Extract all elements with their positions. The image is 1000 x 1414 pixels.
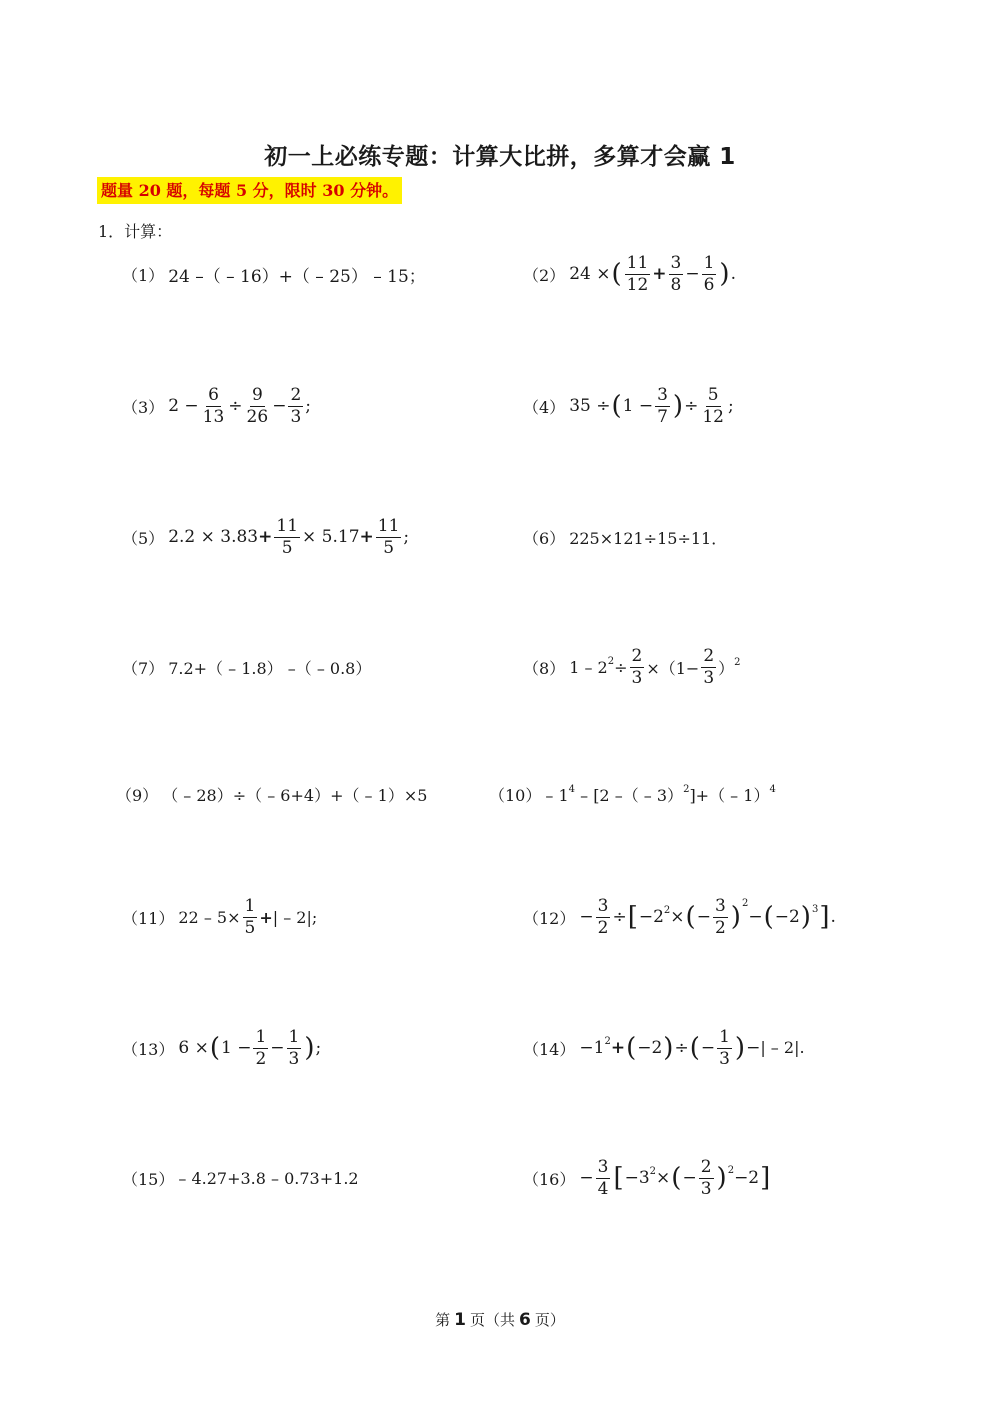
problem-label: （12）: [523, 908, 576, 928]
page-footer: [0, 1309, 1000, 1330]
problem-16: （16） − $\frac{3}{4}$ [ $-3^2\times$ ( − $\frac{2}{3}$ ) $^2$ −2 ]: [523, 1156, 771, 1199]
problem-label: （6）: [523, 528, 566, 548]
fraction: $\frac{9}{26}$: [246, 384, 269, 427]
fraction: $\frac{1}{3}$: [288, 1026, 300, 1069]
problem-label: （11）: [122, 908, 175, 928]
fraction: $\frac{6}{13}$: [202, 384, 225, 427]
fraction: $\frac{1}{5}$: [244, 895, 256, 938]
fraction: $\frac{3}{7}$: [657, 384, 668, 427]
problem-14: （14） $-1^2+$ ( −2 ) ÷ ( − $\frac{1}{3}$ ) −| – 2|.: [523, 1026, 805, 1069]
problem-label: （1）: [122, 265, 165, 285]
footer-middle: 页（共: [469, 1311, 515, 1329]
fraction: $\frac{11}{12}$: [626, 252, 649, 295]
current-page: 1: [454, 1310, 466, 1330]
fraction: $\frac{2}{3}$: [290, 384, 302, 427]
fraction: $\frac{1}{3}$: [719, 1026, 730, 1069]
problem-12: （12） − $\frac{3}{2}$ ÷ [ $-2^2\times$ ( − $\frac{3}{2}$ ) $^2$ − ( −2 ) $^3$ ] .: [523, 895, 836, 938]
problem-label: （7）: [122, 658, 165, 678]
problem-label: （4）: [523, 397, 566, 417]
fraction: $\frac{1}{2}$: [255, 1026, 267, 1069]
problem-10: （10） – $1^4 - [2$ –（ – 3）$^2$]+（ – 1）$^4$: [489, 784, 776, 805]
fraction: $\frac{11}{5}$: [377, 515, 400, 558]
problem-4: （4） 35 ÷ ( 1 − $\frac{3}{7}$ ) ÷ $\frac{5}{12}$ ;: [523, 384, 734, 427]
fraction: $\frac{2}{3}$: [703, 645, 715, 688]
problem-11: （11） 22 – 5× $\frac{1}{5}$ +| – 2|;: [122, 895, 318, 938]
problem-2: （2） 24 × ( $\frac{11}{12}$ + $\frac{3}{8}$ − $\frac{1}{6}$ ) .: [523, 252, 736, 295]
page-title: 初一上必练专题：计算大比拼，多算才会赢 1: [264, 144, 736, 170]
problem-label: （14）: [523, 1039, 576, 1059]
problem-15: （15） – 4.27+3.8 – 0.73+1.2: [122, 1168, 359, 1189]
fraction: $\frac{2}{3}$: [631, 645, 643, 688]
problem-label: （3）: [122, 397, 165, 417]
problem-5: （5） 2.2 × 3.83+ $\frac{11}{5}$ × 5.17+ $\frac{11}{5}$ ;: [122, 515, 410, 558]
problem-label: （9）: [116, 785, 159, 805]
problem-label: （15）: [122, 1169, 175, 1189]
problem-8: （8） $1 - 2^2\div$ $\frac{2}{3}$ ×（1− $\frac{2}{3}$ ）$^2$: [523, 645, 741, 688]
problem-13: （13） 6 × ( 1 − $\frac{1}{2}$ − $\frac{1}{3}$ ) ;: [122, 1026, 322, 1069]
fraction: $\frac{2}{3}$: [700, 1156, 712, 1199]
footer-prefix: 第: [435, 1311, 451, 1329]
problem-label: （2）: [523, 265, 566, 285]
fraction: $\frac{3}{4}$: [597, 1156, 609, 1199]
fraction: $\frac{1}{6}$: [703, 252, 715, 295]
problem-label: （10）: [489, 785, 542, 805]
problem-label: （13）: [122, 1039, 175, 1059]
fraction: $\frac{3}{2}$: [714, 895, 726, 938]
problem-9: （9） （ – 28）÷（ – 6+4）+（ – 1）×5: [116, 766, 427, 822]
fraction: $\frac{11}{5}$: [276, 515, 299, 558]
fraction: $\frac{3}{8}$: [670, 252, 682, 295]
footer-suffix: 页）: [534, 1311, 565, 1329]
fraction: $\frac{5}{12}$: [702, 384, 724, 427]
problem-label: （16）: [523, 1169, 576, 1189]
fraction: $\frac{3}{2}$: [597, 895, 609, 938]
problem-3: （3） 2 − $\frac{6}{13}$ ÷ $\frac{9}{26}$ − $\frac{2}{3}$ ;: [122, 384, 311, 427]
question-heading: 1．计算：: [98, 222, 173, 241]
problem-6: （6） 225×121÷15÷11．: [523, 509, 727, 565]
problem-7: （7） 7.2+（ – 1.8） –（ – 0.8）: [122, 639, 371, 695]
total-pages: 6: [519, 1310, 531, 1330]
exam-note: 题量 20 题，每题 5 分，限时 30 分钟。: [97, 177, 402, 204]
problem-1: （1） 24 –（ – 16）+（ – 25） – 15；: [122, 246, 426, 302]
problem-label: （8）: [523, 658, 566, 678]
problem-label: （5）: [122, 528, 165, 548]
